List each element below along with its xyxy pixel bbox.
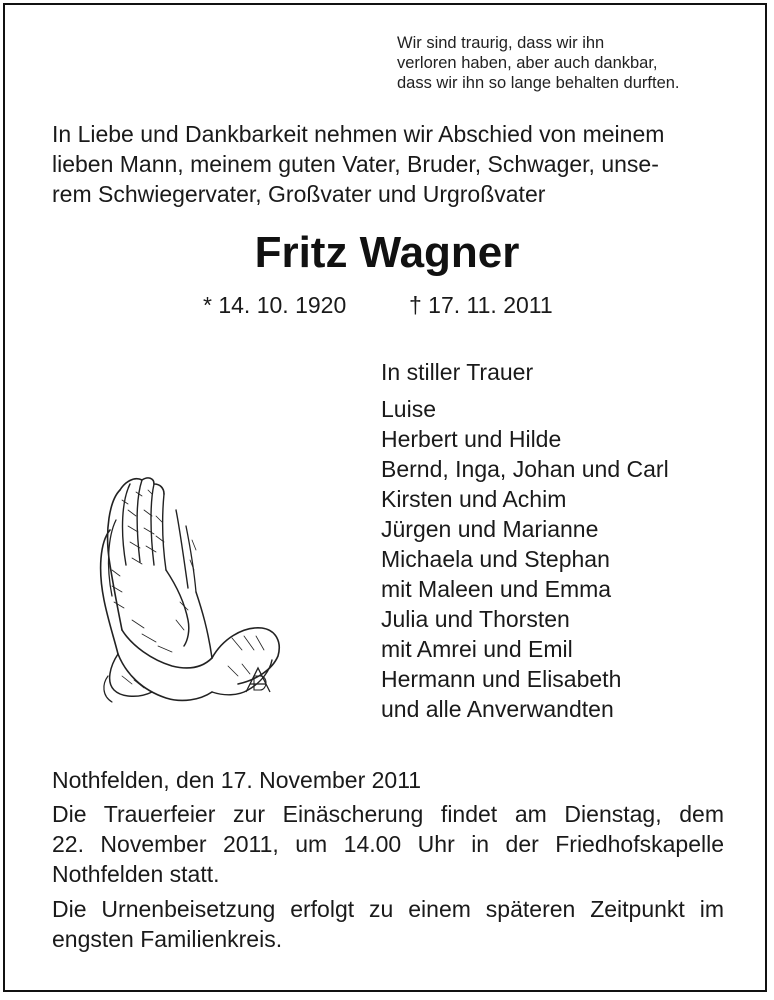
intro-line: In Liebe und Dankbarkeit nehmen wir Abschied von meinem: [52, 121, 665, 147]
mourner-name: Julia und Thorsten: [381, 606, 570, 632]
intro-line: lieben Mann, meinem guten Vater, Bruder, Schwager, unse-: [52, 151, 659, 177]
mourner-name: Jürgen und Marianne: [381, 516, 599, 542]
intro-line: rem Schwiegervater, Großvater und Urgroßvater: [52, 181, 546, 207]
burial-line: Die Urnenbeisetzung erfolgt zu einem späteren Zeitpunkt im: [52, 896, 724, 922]
intro-text: [52, 119, 742, 209]
mourner-name: Hermann und Elisabeth: [381, 666, 622, 692]
ceremony-line: Nothfelden statt.: [52, 861, 220, 887]
mourner-name: mit Amrei und Emil: [381, 636, 573, 662]
place-date: Nothfelden, den 17. November 2011: [52, 767, 422, 793]
deceased-name: Fritz Wagner: [254, 228, 520, 277]
ceremony-line: Die Trauerfeier zur Einäscherung findet am Dienstag, dem: [52, 801, 724, 827]
service-details: [52, 765, 724, 959]
ceremony-line: 22. November 2011, um 14.00 Uhr in der Friedhofskapelle: [52, 831, 724, 857]
mourner-name: Kirsten und Achim: [381, 486, 567, 512]
burial-line: engsten Familienkreis.: [52, 926, 283, 952]
praying-hands-icon: [92, 470, 284, 718]
mourners-list: [381, 394, 669, 724]
mourner-name: Bernd, Inga, Johan und Carl: [381, 456, 669, 482]
mourner-name: Michaela und Stephan: [381, 546, 610, 572]
quote-line: dass wir ihn so lange behalten durften.: [397, 74, 680, 92]
burial-text: [52, 894, 724, 954]
memorial-quote: [397, 33, 747, 93]
mourner-name: und alle Anverwandten: [381, 696, 614, 722]
ceremony-text: [52, 799, 724, 889]
mourner-name: Herbert und Hilde: [381, 426, 562, 452]
quote-line: Wir sind traurig, dass wir ihn: [397, 34, 605, 52]
mourners-block: [381, 357, 669, 724]
mourner-name: Luise: [381, 396, 436, 422]
birth-date: * 14. 10. 1920: [203, 292, 347, 318]
life-dates: [0, 287, 774, 323]
mourner-name: mit Maleen und Emma: [381, 576, 612, 602]
mourners-heading: In stiller Trauer: [381, 359, 534, 385]
death-date: † 17. 11. 2011: [409, 292, 553, 318]
quote-line: verloren haben, aber auch dankbar,: [397, 54, 658, 72]
